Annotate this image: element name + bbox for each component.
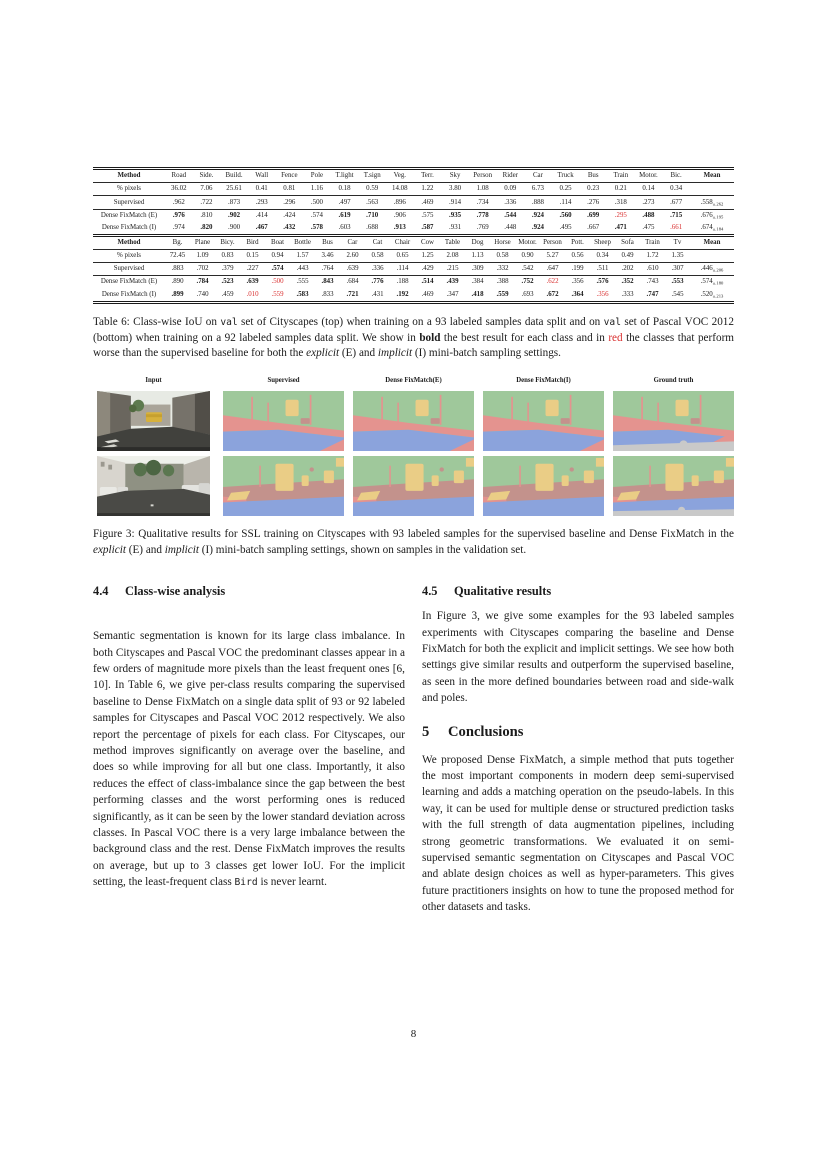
table-cell: 0.15 [246,252,259,260]
table-cell: .388 [496,278,509,286]
table-cell: .764 [321,265,334,273]
table-cell: .639 [346,265,359,273]
table-cell: 3.46 [321,252,334,260]
table-cell: .336 [371,265,384,273]
section-4-5-heading [422,578,734,599]
section-5-number: 5 [422,723,430,740]
table-cell: .318 [614,198,627,206]
table-cell: 5.27 [546,252,559,260]
table-cell: 14.08 [392,185,408,193]
figure-col-header-input: Input [145,377,162,385]
section-4-4-heading [93,578,405,599]
table-cell: $.574_{\pm.180}$ [700,278,724,286]
table-cell: 0.58 [496,252,509,260]
table-row [93,276,734,289]
col-header: Car [347,239,358,246]
col-header: Wall [255,172,269,180]
table-cell: .906 [393,211,406,219]
figure-3-caption [93,527,734,559]
table-cell: .114 [396,265,409,273]
table-cell: .702 [196,265,209,273]
col-header: Bottle [294,239,311,246]
col-header: Truck [557,172,574,180]
table-cell: .309 [471,265,484,273]
table-cell: .603 [338,223,351,231]
col-header: Car [532,172,543,180]
col-header: Pott. [571,239,584,246]
table-cell: .734 [476,198,489,206]
table-row [93,289,734,301]
table-cell: .610 [646,265,659,273]
input-photo-row2-wrap [93,456,214,516]
table-cell: .439 [446,278,459,286]
text-segment: red [608,331,623,344]
table-cell: .475 [642,223,655,231]
table-cell: .514 [421,278,434,286]
table-cell: .356 [596,290,609,298]
text-segment: val [220,316,238,328]
section-4-4-paragraph [93,628,405,892]
col-header: Person [473,172,493,180]
table-cell: .545 [671,290,684,298]
text-segment: bold [419,331,441,344]
table-cell: 0.25 [559,185,572,193]
text-segment: implicit [377,347,413,360]
table-cell: 0.18 [338,185,351,193]
table-cell: 1.08 [476,185,489,193]
table-cell: 1.22 [421,185,434,193]
table-cell: .899 [171,290,184,298]
table-cell: .424 [283,211,296,219]
table-cell: .471 [614,223,627,231]
table-cell: .639 [246,278,259,286]
table-cell: .578 [310,223,323,231]
table-cell: .559 [271,290,284,298]
table-cell: .432 [283,223,296,231]
col-header: Cat [372,239,383,246]
section-4-5-title: Qualitative results [454,584,552,599]
text-segment: Bird [234,877,258,889]
table-cell: .747 [646,290,659,298]
section-5-paragraph: We proposed Dense FixMatch, a simple method that puts together the most important components in modern deep semi-supervised learning and adds a matching operation on the pseudo-labels. In this way, it can be used for multiple dense or structured prediction tasks with the full strength of data augmentation pipelines, including strong geometric transformations. We evaluated it on semi-supervised semantic segmentation on Cityscapes and Pascal VOC and ablate design choices as well as hyper-parameters. This gives future practitioners insights on how to tune the proposed method for other datasets and tasks. [422,753,734,914]
col-header: Boat [270,239,284,246]
text-segment: set of Pascal VOC 2012 (bottom) when training on a 92 labeled samples data split. We show in [93,315,734,344]
input-photo-row1-wrap [93,391,214,451]
table-cell: .500 [310,198,323,206]
figure-3-grid [93,377,734,516]
col-header: Train [613,172,629,180]
col-header: Plane [194,239,211,246]
table-cell: 0.90 [521,252,534,260]
table-cell: .677 [670,198,683,206]
table-cell: $.520_{\pm.213}$ [700,290,724,299]
table-cell: .296 [283,198,296,206]
table-cell: .931 [449,223,462,231]
table-cell: 0.49 [621,252,634,260]
text-segment: set of Cityscapes (top) when training on a 93 labeled samples data split and on [237,315,604,328]
table-cell: .500 [271,278,284,286]
table-cell: .672 [546,290,559,298]
text-segment: explicit [93,544,126,557]
left-column [93,578,405,916]
table-cell: .784 [196,278,209,286]
text-segment: (E) and [125,544,165,557]
table-cell: .962 [172,198,185,206]
text-segment: (I) mini-batch sampling settings, shown on samples in the validation set. [198,544,527,557]
table-cell: 2.60 [346,252,359,260]
table-cell: .843 [321,278,334,286]
table-cell: .976 [172,211,185,219]
table-cell: .333 [621,290,634,298]
table-cell: .276 [587,198,600,206]
table-cell: 1.25 [421,252,434,260]
table-row [93,209,734,222]
table-cell: .495 [559,223,572,231]
table-cell: .688 [366,223,379,231]
table-cell: .555 [296,278,309,286]
col-header: Person [543,239,562,246]
table-cell: .273 [642,198,655,206]
right-column [422,578,734,916]
table-cell: .667 [587,223,600,231]
table-cell: .332 [496,265,509,273]
table-cell: .356 [571,278,584,286]
table-cell: 1.72 [646,252,659,260]
col-header: Cow [420,239,435,246]
table-cell: .574 [310,211,323,219]
text-segment: the best result for each class and in [440,331,609,344]
figure-3 [93,377,734,516]
table-cell: .384 [471,278,484,286]
row-label: % pixels [117,185,141,193]
text-segment: is never learnt. [257,876,327,889]
table-row [93,222,734,234]
figure-col-header-supervised: Supervised [267,377,300,385]
col-header: Side. [199,172,214,180]
col-header: T.light [335,172,354,180]
section-4-5-paragraph: In Figure 3, we give some examples for the 93 labeled samples experiments with Cityscapes comparing the baseline and Dense FixMatch for both the explicit and implicit settings. We see how both settings give similar results and outperform the supervised baseline, as seen in the more defined boundaries between road and side-walk and poles. [422,610,734,705]
table-cell: .443 [296,265,309,273]
table-cell: .820 [200,223,213,231]
table-row [93,263,734,276]
table-cell: 1.09 [196,252,209,260]
seg-map-row1-dense-fixmatch-i [483,391,604,451]
table-cell: .469 [421,290,434,298]
text-segment: Semantic segmentation is known for its large class imbalance. In both Cityscapes and Pascal VOC the predominant classes appear in a few orders of magnitude more pixels than the least frequent ones [6, 10]. In Table 6, we give per-class results comparing the supervised baseline to Dense FixMatch on a single data split of 93 or 92 labeled samples for Cityscapes and Pascal VOC 2012 respectively. We also report the percentage of pixels for each class. For Cityscapes, our method improves significantly on average over the baseline, and does so while improving for all but one class. Importantly, it also reduces the effect of class-imbalance since the gap between the best performing classes and the worst performing ones is reduced significantly, as it can be seen by the lower standard deviation across classes. In Pascal VOC there is a very large imbalance between the background class and the rest. Dense FixMatch improves the results on average, but up to 3 classes get lower IoU. For the implicit setting, the least-frequent class [93,630,405,889]
table-cell: .364 [571,290,584,298]
table-cell: 36.02 [171,185,187,193]
col-header: Mean [703,172,721,180]
table-cell: .810 [200,211,213,219]
text-segment: the classes that perform worse than the supervised baseline for both the [93,331,734,360]
table-cell: 3.80 [449,185,462,193]
table-cell: .622 [546,278,559,286]
table-cell: .575 [421,211,434,219]
table-cell: 6.73 [531,185,544,193]
table-cell: .778 [476,211,489,219]
table-cell [690,183,734,196]
table-cell: 0.34 [670,185,683,193]
table-cell: .715 [670,211,683,219]
table-cell: 7.06 [200,185,213,193]
figure-col-header-dense-fixmatch-i: Dense FixMatch(I) [516,377,571,385]
seg-map-row1-ground-truth [613,391,734,451]
table-cell: 0.09 [504,185,517,193]
input-photo-row2 [97,456,210,516]
table-cell: .647 [546,265,559,273]
table-cell: 1.57 [296,252,309,260]
section-5-title: Conclusions [448,723,524,740]
table-cell: .619 [338,211,351,219]
table-cell: .883 [171,265,184,273]
table-cell: .896 [393,198,406,206]
table-cell: .114 [559,198,572,206]
table-cell: .902 [228,211,241,219]
table-cell: .699 [587,211,600,219]
table-cell: .431 [371,290,384,298]
table-cell: .935 [449,211,462,219]
table-cell: .429 [421,265,434,273]
col-header: Method [117,172,141,180]
table-cell: .414 [255,211,268,219]
table-cell: .511 [596,265,609,273]
figure-col-header-dense-fixmatch-e: Dense FixMatch(E) [385,377,442,385]
table-cell: .710 [366,211,379,219]
table-cell: 72.45 [169,252,186,260]
col-header: Bic. [670,172,682,180]
row-label: Dense FixMatch (I) [101,290,157,298]
table-cell: 0.14 [642,185,655,193]
table-rule-bottom [93,301,734,304]
table-voc [93,237,734,301]
seg-map-row1-dense-fixmatch-e [353,391,474,451]
table-cell: .743 [646,278,659,286]
table-cell: .448 [504,223,517,231]
table-cell: 0.23 [587,185,600,193]
table-cell: .295 [614,211,627,219]
table-cell: .497 [338,198,351,206]
table-cell: .379 [221,265,234,273]
col-header: Pole [310,172,324,180]
col-header: Method [117,239,141,246]
table-cell: .459 [221,290,234,298]
table-cell: 2.08 [446,252,459,260]
table-cell: .583 [296,290,309,298]
text-segment: val [603,316,621,328]
table-cell: .833 [321,290,334,298]
table-row [93,183,734,196]
table-cell: .542 [521,265,534,273]
col-header: Build. [225,172,243,180]
table-cell: .553 [671,278,684,286]
table-cell: 1.35 [671,252,684,260]
col-header: Bus [587,172,599,180]
body-columns [93,578,734,916]
table-cell: .576 [596,278,609,286]
table-cell: .544 [504,211,517,219]
table-6-caption [93,315,734,363]
text-segment: (I) mini-batch sampling settings. [412,347,561,360]
text-segment: Figure 3: Qualitative results for SSL training on Cityscapes with 93 labeled samples for the supervised baseline and Dense FixMatch in the [93,528,734,541]
table-cell: 0.56 [571,252,584,260]
table-cell: .890 [171,278,184,286]
col-header: Mean [703,239,721,246]
section-5-heading [422,724,734,741]
table-cell: 0.34 [596,252,609,260]
table-cell: .559 [496,290,509,298]
row-label: Dense FixMatch (E) [100,211,158,219]
row-label: % pixels [117,252,141,260]
table-cell: .721 [346,290,359,298]
seg-map-row2-supervised [223,456,344,516]
table-cell: .574 [271,265,284,273]
table-cell [690,250,734,263]
table-cell: .418 [471,290,484,298]
table-cell: .227 [246,265,259,273]
table-cityscapes [93,170,734,234]
table-cell: .587 [421,223,434,231]
table-cell: $.676_{\pm.195}$ [700,211,724,220]
col-header: Table [444,239,461,246]
col-header: Train [645,239,660,246]
table-cell: .924 [531,223,544,231]
table-cell: .722 [200,198,213,206]
page-content [93,0,734,916]
table-cell: .202 [621,265,634,273]
input-photo-row1 [97,391,210,451]
table-cell: .560 [559,211,572,219]
page-number: 8 [410,1028,417,1040]
table-cell: 0.59 [366,185,379,193]
table-row [93,196,734,209]
table-cell: .563 [366,198,379,206]
table-cell: .684 [346,278,359,286]
col-header: Tv [673,239,682,246]
table-cell: 0.83 [221,252,234,260]
row-label: Supervised [113,265,145,273]
table-cell: .900 [228,223,241,231]
row-label: Dense FixMatch (I) [101,223,157,231]
table-cell: .523 [221,278,234,286]
col-header: Bus [322,239,333,246]
seg-map-row2-dense-fixmatch-e [353,456,474,516]
seg-map-row2-dense-fixmatch-i [483,456,604,516]
seg-map-row2-ground-truth [613,456,734,516]
col-header: Bicy. [220,239,235,246]
table-cell: 0.94 [271,252,284,260]
table-cell: .924 [531,211,544,219]
table-cell: .740 [196,290,209,298]
table-cell: .347 [446,290,459,298]
table-cell: .661 [670,223,683,231]
table-cell: .888 [531,198,544,206]
table-cell: .913 [393,223,406,231]
section-4-5-number: 4.5 [422,584,438,599]
text-segment: Table 6: Class-wise IoU on [93,315,221,328]
table-cell: $.558_{\pm.262}$ [700,198,724,207]
table-cell: 0.58 [371,252,384,260]
col-header: Road [171,172,187,180]
text-segment: implicit [164,544,199,557]
row-label: Dense FixMatch (E) [100,278,158,286]
col-header: Motor. [518,239,537,246]
seg-map-row1-supervised [223,391,344,451]
table-cell: .776 [371,278,384,286]
col-header: Sheep [594,239,611,246]
table-cell: .467 [255,223,268,231]
table-row [93,250,734,263]
table-cell: .010 [246,290,259,298]
table-cell: 1.13 [471,252,484,260]
col-header: Sofa [621,239,634,246]
table-cell: .769 [476,223,489,231]
text-segment: (E) and [339,347,378,360]
table-cell: .192 [396,290,409,298]
col-header: Bg. [172,239,183,246]
table-cell: .752 [521,278,534,286]
col-header: Fence [281,172,298,180]
table-cell: .873 [228,198,241,206]
table-cell: $.446_{\pm.206}$ [700,265,724,273]
col-header: Dog [471,239,484,246]
table-cell: .293 [255,198,268,206]
col-header: Horse [494,239,511,246]
table-cell: 1.16 [310,185,323,193]
table-cell: .469 [421,198,434,206]
table-cell: 0.81 [283,185,296,193]
col-header: Veg. [393,172,407,180]
section-4-4-number: 4.4 [93,584,109,599]
table-cell: .199 [571,265,584,273]
table-cell: .336 [504,198,517,206]
table-cell: 0.21 [614,185,627,193]
col-header: Terr. [421,172,434,180]
table-cell: 0.65 [396,252,409,260]
col-header: Bird [246,239,259,246]
section-4-4-title: Class-wise analysis [125,584,226,599]
col-header: T.sign [363,172,381,180]
col-header: Sky [449,172,461,180]
table-cell: .914 [449,198,462,206]
table-cell: 25.61 [226,185,242,193]
table-cell: $.674_{\pm.184}$ [700,223,724,232]
row-label: Supervised [113,198,145,206]
text-segment: explicit [306,347,340,360]
table-cell: .693 [521,290,534,298]
table-cell: .188 [396,278,409,286]
col-header: Motor. [639,172,658,180]
table-cell: .352 [621,278,634,286]
figure-col-header-ground-truth: Ground truth [653,377,694,385]
table-cell: .974 [172,223,185,231]
col-header: Chair [394,239,411,246]
table-cell: 0.41 [255,185,268,193]
table-cell: .488 [642,211,655,219]
col-header: Rider [502,172,518,180]
table-cell: .215 [446,265,459,273]
table-cell: .307 [671,265,684,273]
table-6 [93,167,734,304]
